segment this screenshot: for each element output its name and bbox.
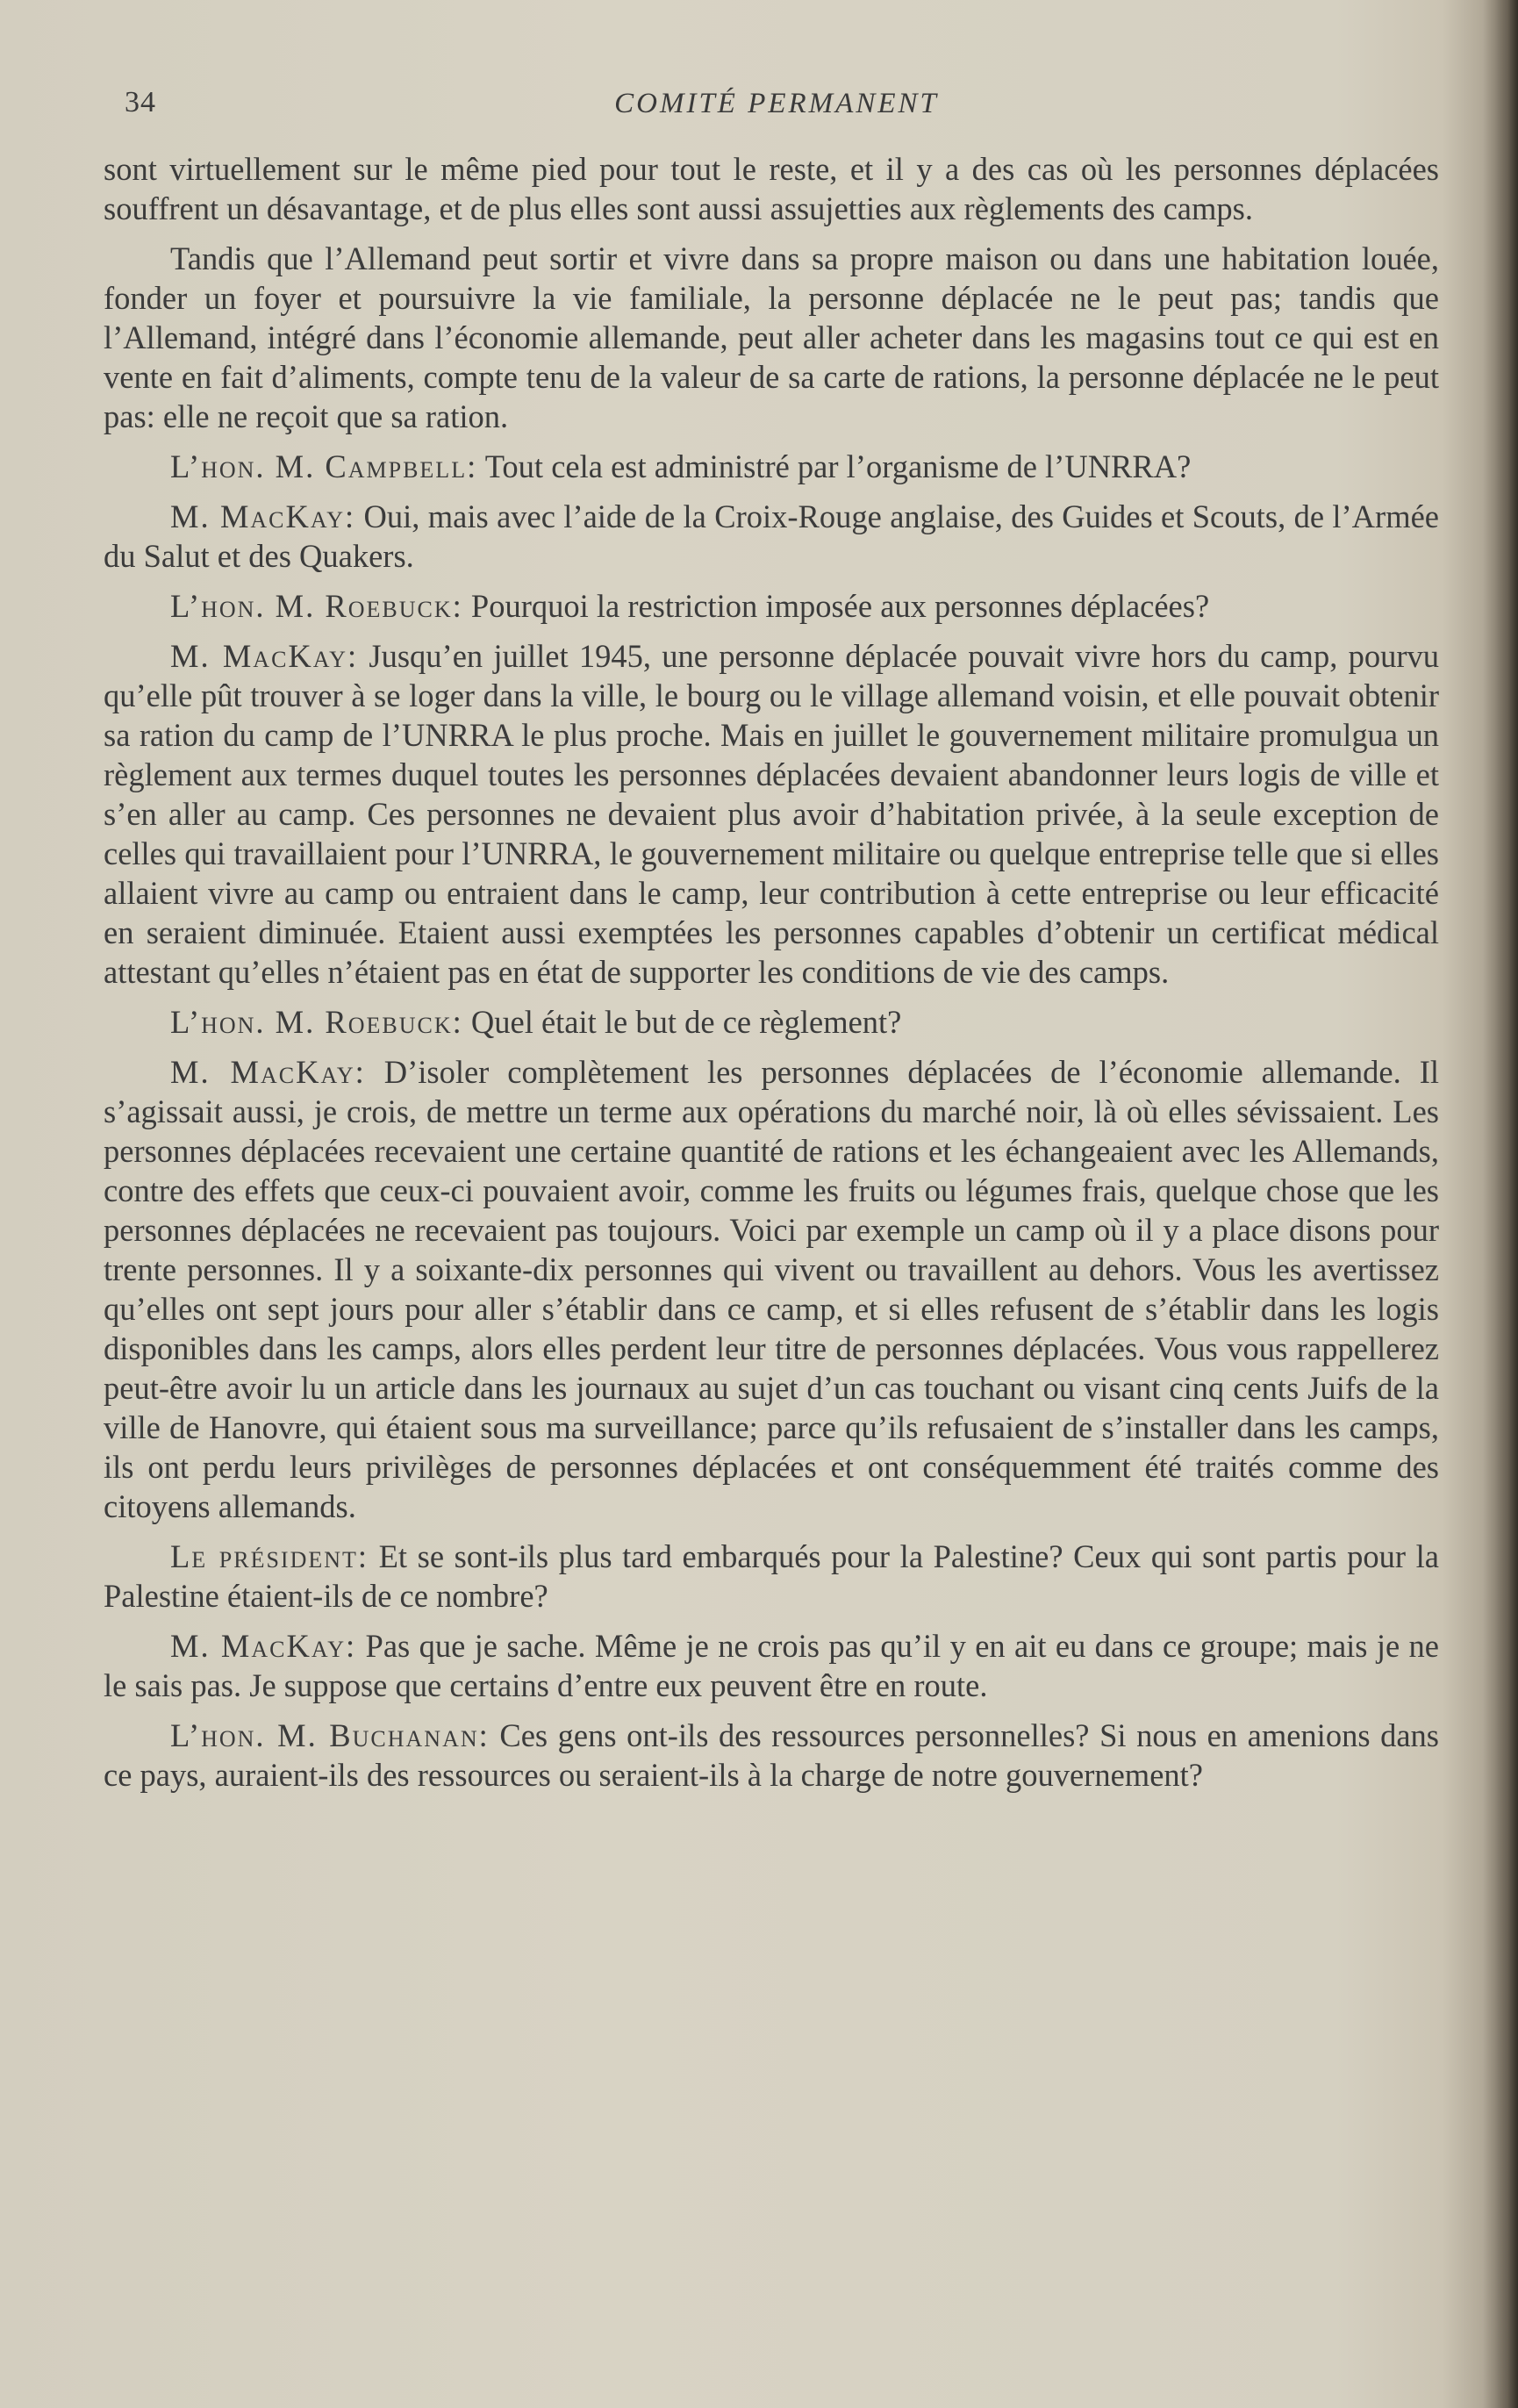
paragraph-text: sont virtuellement sur le même pied pour tout le reste, et il y a des cas où les personnes déplacées souffrent un désavantage, et de plus elles sont aussi assujetties aux règlements des camps. bbox=[104, 151, 1439, 226]
paragraph-3 bbox=[104, 447, 1439, 486]
paragraph-text: Tout cela est administré par l’organisme de l’UNRRA? bbox=[484, 448, 1192, 484]
speaker-name: Le président: bbox=[170, 1538, 369, 1574]
paragraph-10 bbox=[104, 1626, 1439, 1705]
speaker-name: M. MacKay: bbox=[170, 638, 359, 674]
speaker-name: L’hon. M. Roebuck: bbox=[170, 1004, 463, 1040]
paragraph-5 bbox=[104, 586, 1439, 626]
paragraph-4 bbox=[104, 497, 1439, 576]
speaker-name: M. MacKay: bbox=[170, 498, 356, 534]
page-edge-shadow bbox=[1483, 0, 1518, 2408]
speaker-name: L’hon. M. Campbell: bbox=[170, 448, 478, 484]
paragraph-2 bbox=[104, 239, 1439, 436]
paragraph-text: D’isoler complètement les personnes déplacées de l’économie allemande. Il s’agissait aussi, je crois, de mettre un terme aux opérations du marché noir, là où elles sévissaient. Les personnes déplacées recevaient une certaine quantité de rations et les échangeaient avec les Allemands, contre des effets que ceux-ci pouvaient avoir, comme les fruits ou légumes frais, quelque chose que les personnes déplacées ne recevaient pas toujours. Voici par exemple un camp où il y a place disons pour trente personnes. Il y a soixante-dix personnes qui vivent ou travaillent au dehors. Vous les avertissez qu’elles ont sept jours pour aller s’établir dans ce camp, et si elles refusent de s’établir dans les logis disponibles dans les camps, alors elles perdent leur titre de personnes déplacées. Vous vous rappellerez peut-être avoir lu un article dans les journaux au sujet d’un cas touchant ou visant cinq cents Juifs de la ville de Hanovre, qui étaient sous ma surveillance; parce qu’ils refusaient de s’installer dans les camps, ils ont perdu leurs privilèges de personnes déplacées et ont conséquemment été traités comme des citoyens allemands. bbox=[104, 1054, 1439, 1524]
paragraph-text: Pas que je sache. Même je ne crois pas qu’il y en ait eu dans ce groupe; mais je ne le sais pas. Je suppose que certains d’entre eux peuvent être en route. bbox=[104, 1628, 1440, 1703]
paragraph-text: Quel était le but de ce règlement? bbox=[470, 1004, 902, 1040]
speaker-name: L’hon. M. Buchanan: bbox=[170, 1717, 490, 1753]
paragraph-6 bbox=[104, 636, 1439, 992]
paragraph-text: Oui, mais avec l’aide de la Croix-Rouge anglaise, des Guides et Scouts, de l’Armée du Salut et des Quakers. bbox=[104, 498, 1439, 574]
paragraph-8 bbox=[104, 1052, 1439, 1526]
running-head: COMITÉ PERMANENT bbox=[614, 88, 939, 119]
paragraph-9 bbox=[104, 1537, 1439, 1616]
paragraph-text: Tandis que l’Allemand peut sortir et vivre dans sa propre maison ou dans une habitation louée, fonder un foyer et poursuivre la vie familiale, la personne déplacée ne le peut pas; tandis que l’Allemand, intégré dans l’économie allemande, peut aller acheter dans les magasins tout ce qui est en vente en fait d’aliments, compte tenu de la valeur de sa carte de rations, la personne déplacée ne le peut pas: elle ne reçoit que sa ration. bbox=[104, 240, 1439, 434]
page-header bbox=[123, 81, 1430, 133]
paragraph-text: Pourquoi la restriction imposée aux personnes déplacées? bbox=[470, 588, 1210, 624]
paragraph-text: Ces gens ont-ils des ressources personnelles? Si nous en amenions dans ce pays, auraient-ils des ressources ou seraient-ils à la charge de notre gouvernement? bbox=[104, 1717, 1440, 1793]
speaker-name: M. MacKay: bbox=[170, 1628, 357, 1664]
paragraph-text: Et se sont-ils plus tard embarqués pour la Palestine? Ceux qui sont partis pour la Palestine étaient-ils de ce nombre? bbox=[104, 1538, 1439, 1614]
paragraph-11 bbox=[104, 1716, 1439, 1795]
speaker-name: L’hon. M. Roebuck: bbox=[170, 588, 463, 624]
paragraph-7 bbox=[104, 1002, 1439, 1042]
paragraph-text: Jusqu’en juillet 1945, une personne déplacée pouvait vivre hors du camp, pourvu qu’elle pût trouver à se loger dans la ville, le bourg ou le village allemand voisin, et elle pouvait obtenir sa ration du camp de l’UNRRA le plus proche. Mais en juillet le gouvernement militaire promulgua un règlement aux termes duquel toutes les personnes déplacées devaient abandonner leurs logis de ville et s’en aller au camp. Ces personnes ne devaient plus avoir d’habitation privée, à la seule exception de celles qui travaillaient pour l’UNRRA, le gouvernement militaire ou quelque entreprise telle que si elles allaient vivre au camp ou entraient dans le camp, leur contribution à cette entreprise ou leur efficacité en seraient diminuée. Etaient aussi exemptées les personnes capables d’obtenir un certificat médical attestant qu’elles n’étaient pas en état de supporter les conditions de vie des camps. bbox=[104, 638, 1440, 990]
paragraph-1 bbox=[104, 149, 1439, 228]
page-number: 34 bbox=[125, 86, 156, 118]
body-text bbox=[104, 149, 1439, 1805]
speaker-name: M. MacKay: bbox=[170, 1054, 366, 1090]
